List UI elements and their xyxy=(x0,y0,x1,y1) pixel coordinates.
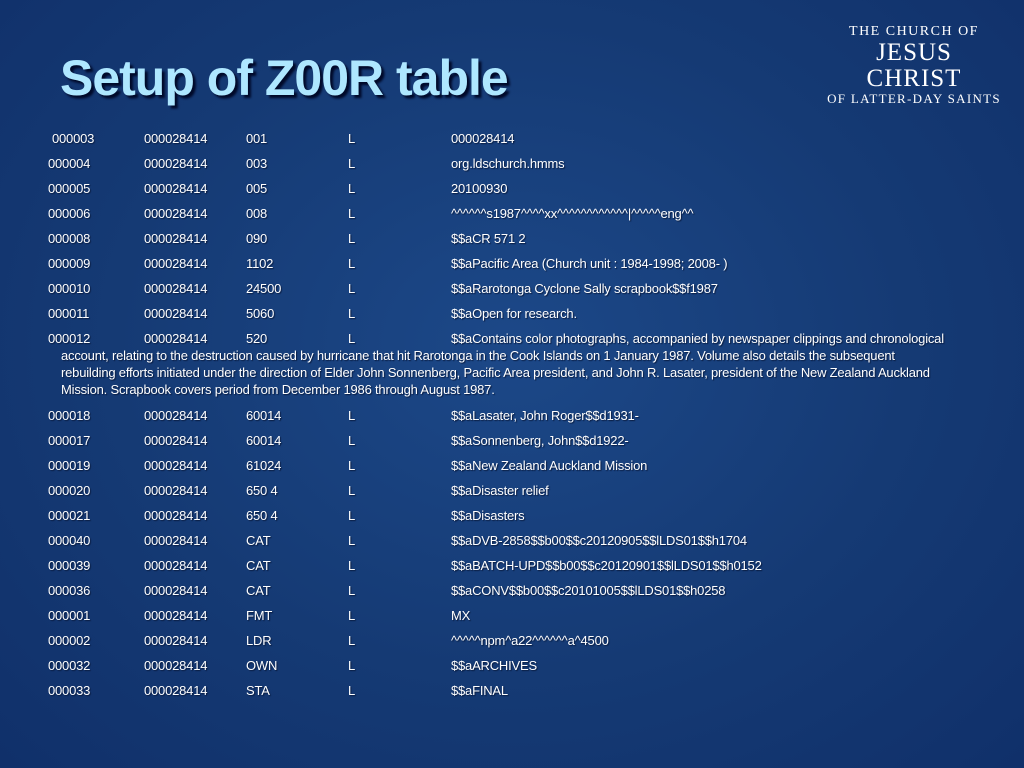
sequence-cell: 000018 xyxy=(48,408,91,423)
field-value-cell: $$aDisasters xyxy=(451,508,525,523)
logo-line-3: OF LATTER-DAY SAINTS xyxy=(827,91,1001,106)
field-tag-cell: FMT xyxy=(246,608,273,623)
doc-number-cell: 000028414 xyxy=(144,408,208,423)
field-tag-cell: 24500 xyxy=(246,281,282,296)
indicator-cell: L xyxy=(348,331,356,346)
field-value-cell: 20100930 xyxy=(451,181,508,196)
field-value-cell: MX xyxy=(451,608,471,623)
table-row xyxy=(0,255,1024,275)
slide-title: Setup of Z00R table xyxy=(60,50,508,106)
sequence-cell: 000003 xyxy=(52,131,95,146)
field-value-cell: ^^^^^npm^a22^^^^^^a^4500 xyxy=(451,633,609,648)
indicator-cell: L xyxy=(348,608,356,623)
field-value-cell: org.ldschurch.hmms xyxy=(451,156,565,171)
sequence-cell: 000012 xyxy=(48,331,91,346)
sequence-cell: 000009 xyxy=(48,256,91,271)
field-tag-cell: 60014 xyxy=(246,433,282,448)
table-row xyxy=(0,582,1024,602)
doc-number-cell: 000028414 xyxy=(144,608,208,623)
table-row xyxy=(0,432,1024,452)
doc-number-cell: 000028414 xyxy=(144,281,208,296)
field-tag-cell: 005 xyxy=(246,181,268,196)
sequence-cell: 000020 xyxy=(48,483,91,498)
field-tag-cell: 60014 xyxy=(246,408,282,423)
indicator-cell: L xyxy=(348,306,356,321)
field-tag-cell: LDR xyxy=(246,633,272,648)
indicator-cell: L xyxy=(348,281,356,296)
indicator-cell: L xyxy=(348,683,356,698)
indicator-cell: L xyxy=(348,231,356,246)
indicator-cell: L xyxy=(348,483,356,498)
sequence-cell: 000005 xyxy=(48,181,91,196)
doc-number-cell: 000028414 xyxy=(144,483,208,498)
field-tag-cell: 650 4 xyxy=(246,483,278,498)
field-tag-cell: 1102 xyxy=(246,256,274,271)
indicator-cell: L xyxy=(348,533,356,548)
field-value-cell: $$aBATCH-UPD$$b00$$c20120901$$lLDS01$$h0152 xyxy=(451,558,762,573)
table-row xyxy=(0,632,1024,652)
field-value-cell: $$aNew Zealand Auckland Mission xyxy=(451,458,648,473)
field-tag-cell: 003 xyxy=(246,156,268,171)
field-tag-cell: CAT xyxy=(246,533,271,548)
field-tag-cell: 008 xyxy=(246,206,268,221)
sequence-cell: 000040 xyxy=(48,533,91,548)
field-value-continuation: account, relating to the destruction caused by hurricane that hit Rarotonga in the Cook Islands on 1 January 1987. Volume also details the subsequent rebuilding efforts initiated under the direction of Elder John Sonnenberg, Pacific Area president, and John R. Lasater, president of the New Zealand Auckland Mission. Scrapbook covers period from December 1986 through August 1987. xyxy=(61,348,930,397)
sequence-cell: 000001 xyxy=(48,608,91,623)
field-tag-cell: CAT xyxy=(246,558,271,573)
indicator-cell: L xyxy=(348,458,356,473)
doc-number-cell: 000028414 xyxy=(144,533,208,548)
doc-number-cell: 000028414 xyxy=(144,683,208,698)
doc-number-cell: 000028414 xyxy=(144,433,208,448)
sequence-cell: 000021 xyxy=(48,508,91,523)
field-tag-cell: 61024 xyxy=(246,458,282,473)
doc-number-cell: 000028414 xyxy=(144,633,208,648)
field-value-cell: $$aSonnenberg, John$$d1922- xyxy=(451,433,629,448)
table-row xyxy=(0,407,1024,427)
indicator-cell: L xyxy=(348,408,356,423)
field-value-cell: $$aContains color photographs, accompanied by newspaper clippings and chronological xyxy=(451,331,944,346)
indicator-cell: L xyxy=(348,433,356,448)
doc-number-cell: 000028414 xyxy=(144,206,208,221)
field-tag-cell: 090 xyxy=(246,231,268,246)
indicator-cell: L xyxy=(348,256,356,271)
indicator-cell: L xyxy=(348,131,356,146)
table-row xyxy=(0,205,1024,225)
sequence-cell: 000039 xyxy=(48,558,91,573)
field-tag-cell: 520 xyxy=(246,331,268,346)
field-tag-cell: 001 xyxy=(246,131,268,146)
field-tag-cell: CAT xyxy=(246,583,271,598)
field-value-cell: $$aARCHIVES xyxy=(451,658,537,673)
indicator-cell: L xyxy=(348,658,356,673)
indicator-cell: L xyxy=(348,583,356,598)
table-row xyxy=(0,280,1024,300)
table-row xyxy=(0,180,1024,200)
table-row xyxy=(0,155,1024,175)
sequence-cell: 000019 xyxy=(48,458,91,473)
table-row xyxy=(0,330,1024,402)
sequence-cell: 000033 xyxy=(48,683,91,698)
doc-number-cell: 000028414 xyxy=(144,658,208,673)
doc-number-cell: 000028414 xyxy=(144,156,208,171)
field-value-cell: 000028414 xyxy=(451,131,515,146)
doc-number-cell: 000028414 xyxy=(144,131,208,146)
field-value-cell: $$aCR 571 2 xyxy=(451,231,526,246)
table-row xyxy=(0,532,1024,552)
sequence-cell: 000004 xyxy=(48,156,91,171)
field-tag-cell: 5060 xyxy=(246,306,275,321)
doc-number-cell: 000028414 xyxy=(144,508,208,523)
table-row xyxy=(0,130,1024,150)
sequence-cell: 000010 xyxy=(48,281,91,296)
logo-line-2: JESUS CHRIST xyxy=(866,39,962,92)
sequence-cell: 000011 xyxy=(48,306,90,321)
field-value-cell: $$aLasater, John Roger$$d1931- xyxy=(451,408,639,423)
field-value-cell: $$aRarotonga Cyclone Sally scrapbook$$f1987 xyxy=(451,281,718,296)
table-row xyxy=(0,305,1024,325)
sequence-cell: 000017 xyxy=(48,433,91,448)
doc-number-cell: 000028414 xyxy=(144,306,208,321)
doc-number-cell: 000028414 xyxy=(144,231,208,246)
table-row xyxy=(0,457,1024,477)
field-tag-cell: OWN xyxy=(246,658,278,673)
indicator-cell: L xyxy=(348,181,356,196)
table-row xyxy=(0,607,1024,627)
indicator-cell: L xyxy=(348,633,356,648)
field-value-cell: $$aFINAL xyxy=(451,683,508,698)
table-row xyxy=(0,682,1024,702)
field-value-cell: $$aOpen for research. xyxy=(451,306,577,321)
doc-number-cell: 000028414 xyxy=(144,181,208,196)
sequence-cell: 000002 xyxy=(48,633,91,648)
doc-number-cell: 000028414 xyxy=(144,458,208,473)
table-row xyxy=(0,557,1024,577)
logo-line-1: THE CHURCH OF xyxy=(849,24,979,39)
doc-number-cell: 000028414 xyxy=(144,583,208,598)
sequence-cell: 000036 xyxy=(48,583,91,598)
field-value-cell: ^^^^^^s1987^^^^xx^^^^^^^^^^^^|^^^^^eng^^ xyxy=(451,206,694,221)
doc-number-cell: 000028414 xyxy=(144,256,208,271)
table-row xyxy=(0,230,1024,250)
sequence-cell: 000032 xyxy=(48,658,91,673)
field-value-cell: $$aDVB-2858$$b00$$c20120905$$lLDS01$$h1704 xyxy=(451,533,747,548)
indicator-cell: L xyxy=(348,558,356,573)
indicator-cell: L xyxy=(348,508,356,523)
doc-number-cell: 000028414 xyxy=(144,558,208,573)
table-row xyxy=(0,657,1024,677)
sequence-cell: 000008 xyxy=(48,231,91,246)
indicator-cell: L xyxy=(348,206,356,221)
field-tag-cell: 650 4 xyxy=(246,508,278,523)
doc-number-cell: 000028414 xyxy=(144,331,208,346)
field-value-cell: $$aPacific Area (Church unit : 1984-1998; 2008- ) xyxy=(451,256,728,271)
sequence-cell: 000006 xyxy=(48,206,91,221)
table-row xyxy=(0,507,1024,527)
field-tag-cell: STA xyxy=(246,683,270,698)
field-value-cell: $$aDisaster relief xyxy=(451,483,549,498)
indicator-cell: L xyxy=(348,156,356,171)
field-value-cell: $$aCONV$$b00$$c20101005$$lLDS01$$h0258 xyxy=(451,583,726,598)
table-row xyxy=(0,482,1024,502)
